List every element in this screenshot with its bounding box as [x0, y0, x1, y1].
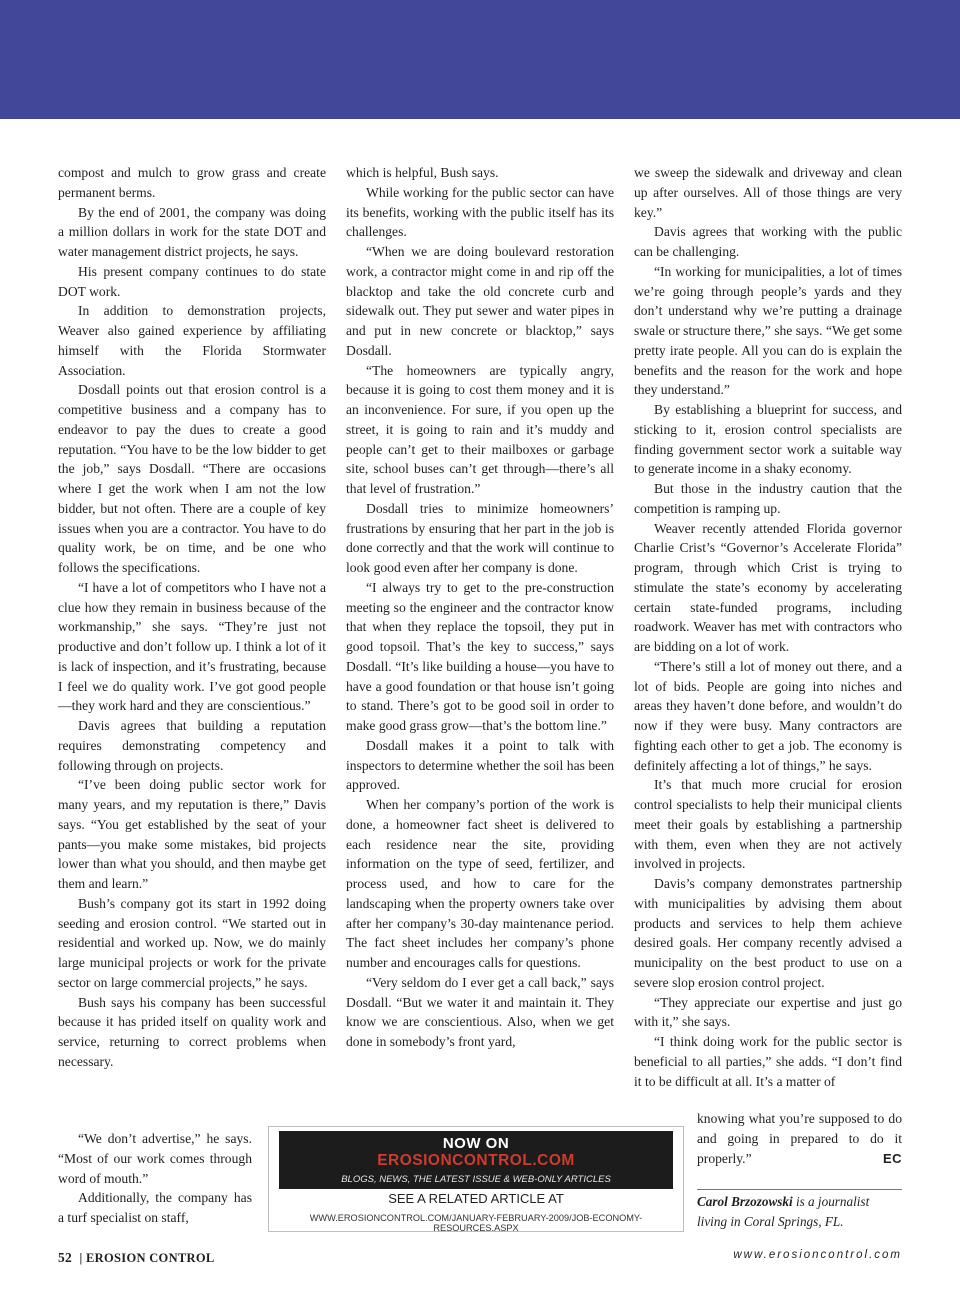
- promo-heading: NOW ON: [442, 1135, 510, 1152]
- article-column-3-tail: [697, 1109, 902, 1168]
- paragraph: Davis agrees that working with the public can be challenging.: [634, 224, 902, 259]
- promo-banner: [279, 1131, 673, 1189]
- paragraph: By establishing a blueprint for success, and sticking to it, erosion control specialists are finding government sector work a suitable way to generate income in a shaky economy.: [634, 402, 902, 477]
- article-column-1-tail: [58, 1129, 252, 1228]
- paragraph: “I think doing work for the public sector is beneficial to all parties,” she adds. “I don’t find it to be difficult at all. It’s a matter of: [634, 1034, 902, 1089]
- paragraph: “There’s still a lot of money out there, and a lot of bids. People are going into niches and areas they haven’t done before, and wouldn’t do now if they were busy. Many contractors are fighting each other to get a job. The economy is definitely affecting a lot of things,” he says.: [634, 658, 902, 773]
- paragraph: “I always try to get to the pre-construction meeting so the engineer and the contractor know that when they replace the topsoil, they put in good topsoil. That’s the key to success,” says Dosdall. “It’s like building a house—you have to have a good foundation or that house isn’t going to stand. There’s got to be good soil in order to make good grass grow—that’s the bottom line.”: [346, 579, 614, 733]
- end-mark: EC: [882, 1150, 902, 1166]
- paragraph: Dosdall makes it a point to talk with inspectors to determine whether the soil has been approved.: [346, 737, 614, 793]
- paragraph: “I have a lot of competitors who I have not a clue how they remain in business because of the workmanship,” she says. “They’re just not productive and don’t follow up. I think a lot of it is lack of inspection, and it’s frustrating, because I feel we do quality work. I’ve got good people—they work hard and they are conscientious.”: [58, 579, 326, 714]
- paragraph: Bush’s company got its start in 1992 doing seeding and erosion control. “We started out in residential and worked up. Now, we do mainly large municipal projects or work for the private sector on large commercial projects,” he says.: [58, 895, 326, 990]
- paragraph: But those in the industry caution that the competition is ramping up.: [634, 481, 902, 516]
- header-color-band: [0, 0, 960, 119]
- paragraph: “We don’t advertise,” he says. “Most of our work comes through word of mouth.”: [58, 1131, 252, 1186]
- paragraph: “I’ve been doing public sector work for many years, and my reputation is there,” Davis says. “You get established by the seat of your pants—you make some mistakes, bid projects lower than what you should, and then maybe get them and learn.”: [58, 777, 326, 891]
- byline-divider: [697, 1189, 902, 1190]
- paragraph: It’s that much more crucial for erosion control specialists to help their municipal clients meet their goals by establishing a partnership with them, even when they are not actively involved in projects.: [634, 777, 902, 872]
- author-byline: [697, 1192, 902, 1232]
- promo-site-link[interactable]: EROSIONCONTROL.COM: [377, 1152, 575, 1169]
- promo-related-label: SEE A RELATED ARTICLE AT: [388, 1191, 564, 1206]
- page-footer-left: [58, 1250, 215, 1266]
- paragraph: “They appreciate our expertise and just go with it,” she says.: [634, 994, 902, 1030]
- page-number: 52: [58, 1250, 73, 1265]
- paragraph: While working for the public sector can have its benefits, working with the public itself has its challenges.: [346, 184, 614, 240]
- paragraph: “In working for municipalities, a lot of times we’re going through people’s yards and they don’t understand why we’re putting a drainage swale or structure there,” she says. “We get some pretty irate people. All you can do is explain the benefits and the reason for the work and hope they understand.”: [634, 263, 902, 398]
- paragraph: Dosdall tries to minimize homeowners’ frustrations by ensuring that her part in the job is done correctly and that the work will continue to look good even after her company is done.: [346, 500, 614, 575]
- author-name: Carol Brzozowski: [697, 1194, 793, 1209]
- paragraph: “When we are doing boulevard restoration work, a contractor might come in and rip off the blacktop and take the old concrete curb and sidewalk out. They put sewer and water pipes in and put in new concrete or blacktop,” says Dosdall.: [346, 244, 614, 358]
- promo-tagline: BLOGS, NEWS, THE LATEST ISSUE & WEB-ONLY ARTICLES: [341, 1174, 611, 1185]
- promo-article-url[interactable]: WWW.EROSIONCONTROL.COM/JANUARY-FEBRUARY-2009/JOB-ECONOMY-RESOURCES.ASPX: [309, 1213, 643, 1233]
- paragraph: Additionally, the company has a turf specialist on staff,: [58, 1190, 252, 1225]
- paragraph: By the end of 2001, the company was doing a million dollars in work for the state DOT and water management district projects, he says.: [58, 204, 326, 259]
- paragraph: which is helpful, Bush says.: [346, 165, 499, 180]
- magazine-name: EROSION CONTROL: [86, 1251, 215, 1265]
- paragraph: [697, 1109, 902, 1168]
- paragraph: Weaver recently attended Florida governor Charlie Crist’s “Governor’s Accelerate Florida” program, through which Crist is trying to stimulate the state’s economy by accelerating certain state-funded programs, including roadwork. Weaver has met with contractors who are bidding on a lot of work.: [634, 520, 902, 654]
- footer-website[interactable]: www.erosioncontrol.com: [733, 1249, 902, 1261]
- website-promo-box: [268, 1126, 684, 1232]
- article-column-2: [346, 163, 614, 1052]
- paragraph: In addition to demonstration projects, Weaver also gained experience by affiliating himself with the Florida Stormwater Association.: [58, 303, 326, 378]
- closing-text: knowing what you’re supposed to do and going in prepared to do it properly.”: [697, 1111, 902, 1166]
- paragraph: “The homeowners are typically angry, because it is going to cost them money and it is an inconvenience. For sure, if you open up the street, it is going to rain and it’s muddy and people can’t get to their mailboxes or garbage site, school buses can’t get through—there’s all that level of frustration.”: [346, 362, 614, 496]
- paragraph: When her company’s portion of the work is done, a homeowner fact sheet is delivered to each residence near the site, providing information on the type of seed, fertilizer, and process used, and how to care for the landscaping when the property owners take over after her company’s 30-day maintenance period. The fact sheet includes her company’s phone number and encourages calls for questions.: [346, 797, 614, 970]
- paragraph: we sweep the sidewalk and driveway and clean up after ourselves. All of those things are very key.”: [634, 165, 902, 220]
- article-column-1: [58, 163, 326, 1072]
- paragraph: Davis’s company demonstrates partnership with municipalities by advising them about products and services to help them achieve desired goals. Her company recently advised a municipality on the best product to use on a severe slop erosion control project.: [634, 876, 902, 990]
- footer-separator: |: [79, 1251, 83, 1265]
- paragraph: compost and mulch to grow grass and create permanent berms.: [58, 165, 326, 200]
- article-column-3: [634, 163, 902, 1091]
- paragraph: His present company continues to do state DOT work.: [58, 263, 326, 299]
- paragraph: Bush says his company has been successful because it has prided itself on quality work and service, returning to correct problems when necessary.: [58, 994, 326, 1069]
- author-bio: is a journalist living in Coral Springs, FL.: [697, 1194, 870, 1229]
- paragraph: Dosdall points out that erosion control is a competitive business and a company has to endeavor to pay the dues to create a good reputation. “You have to be the low bidder to get the job,” says Dosdall. “There are occasions where I get the work when I am not the low bidder, but not often. There are a couple of key issues when you are a contractor. You have to do quality work, be on time, and be one who follows the specifications.: [58, 382, 326, 575]
- paragraph: Davis agrees that building a reputation requires demonstrating competency and following through on projects.: [58, 718, 326, 773]
- paragraph: “Very seldom do I ever get a call back,” says Dosdall. “But we water it and maintain it. They know we are conscientious. Also, when we get done in somebody’s front yard,: [346, 974, 614, 1049]
